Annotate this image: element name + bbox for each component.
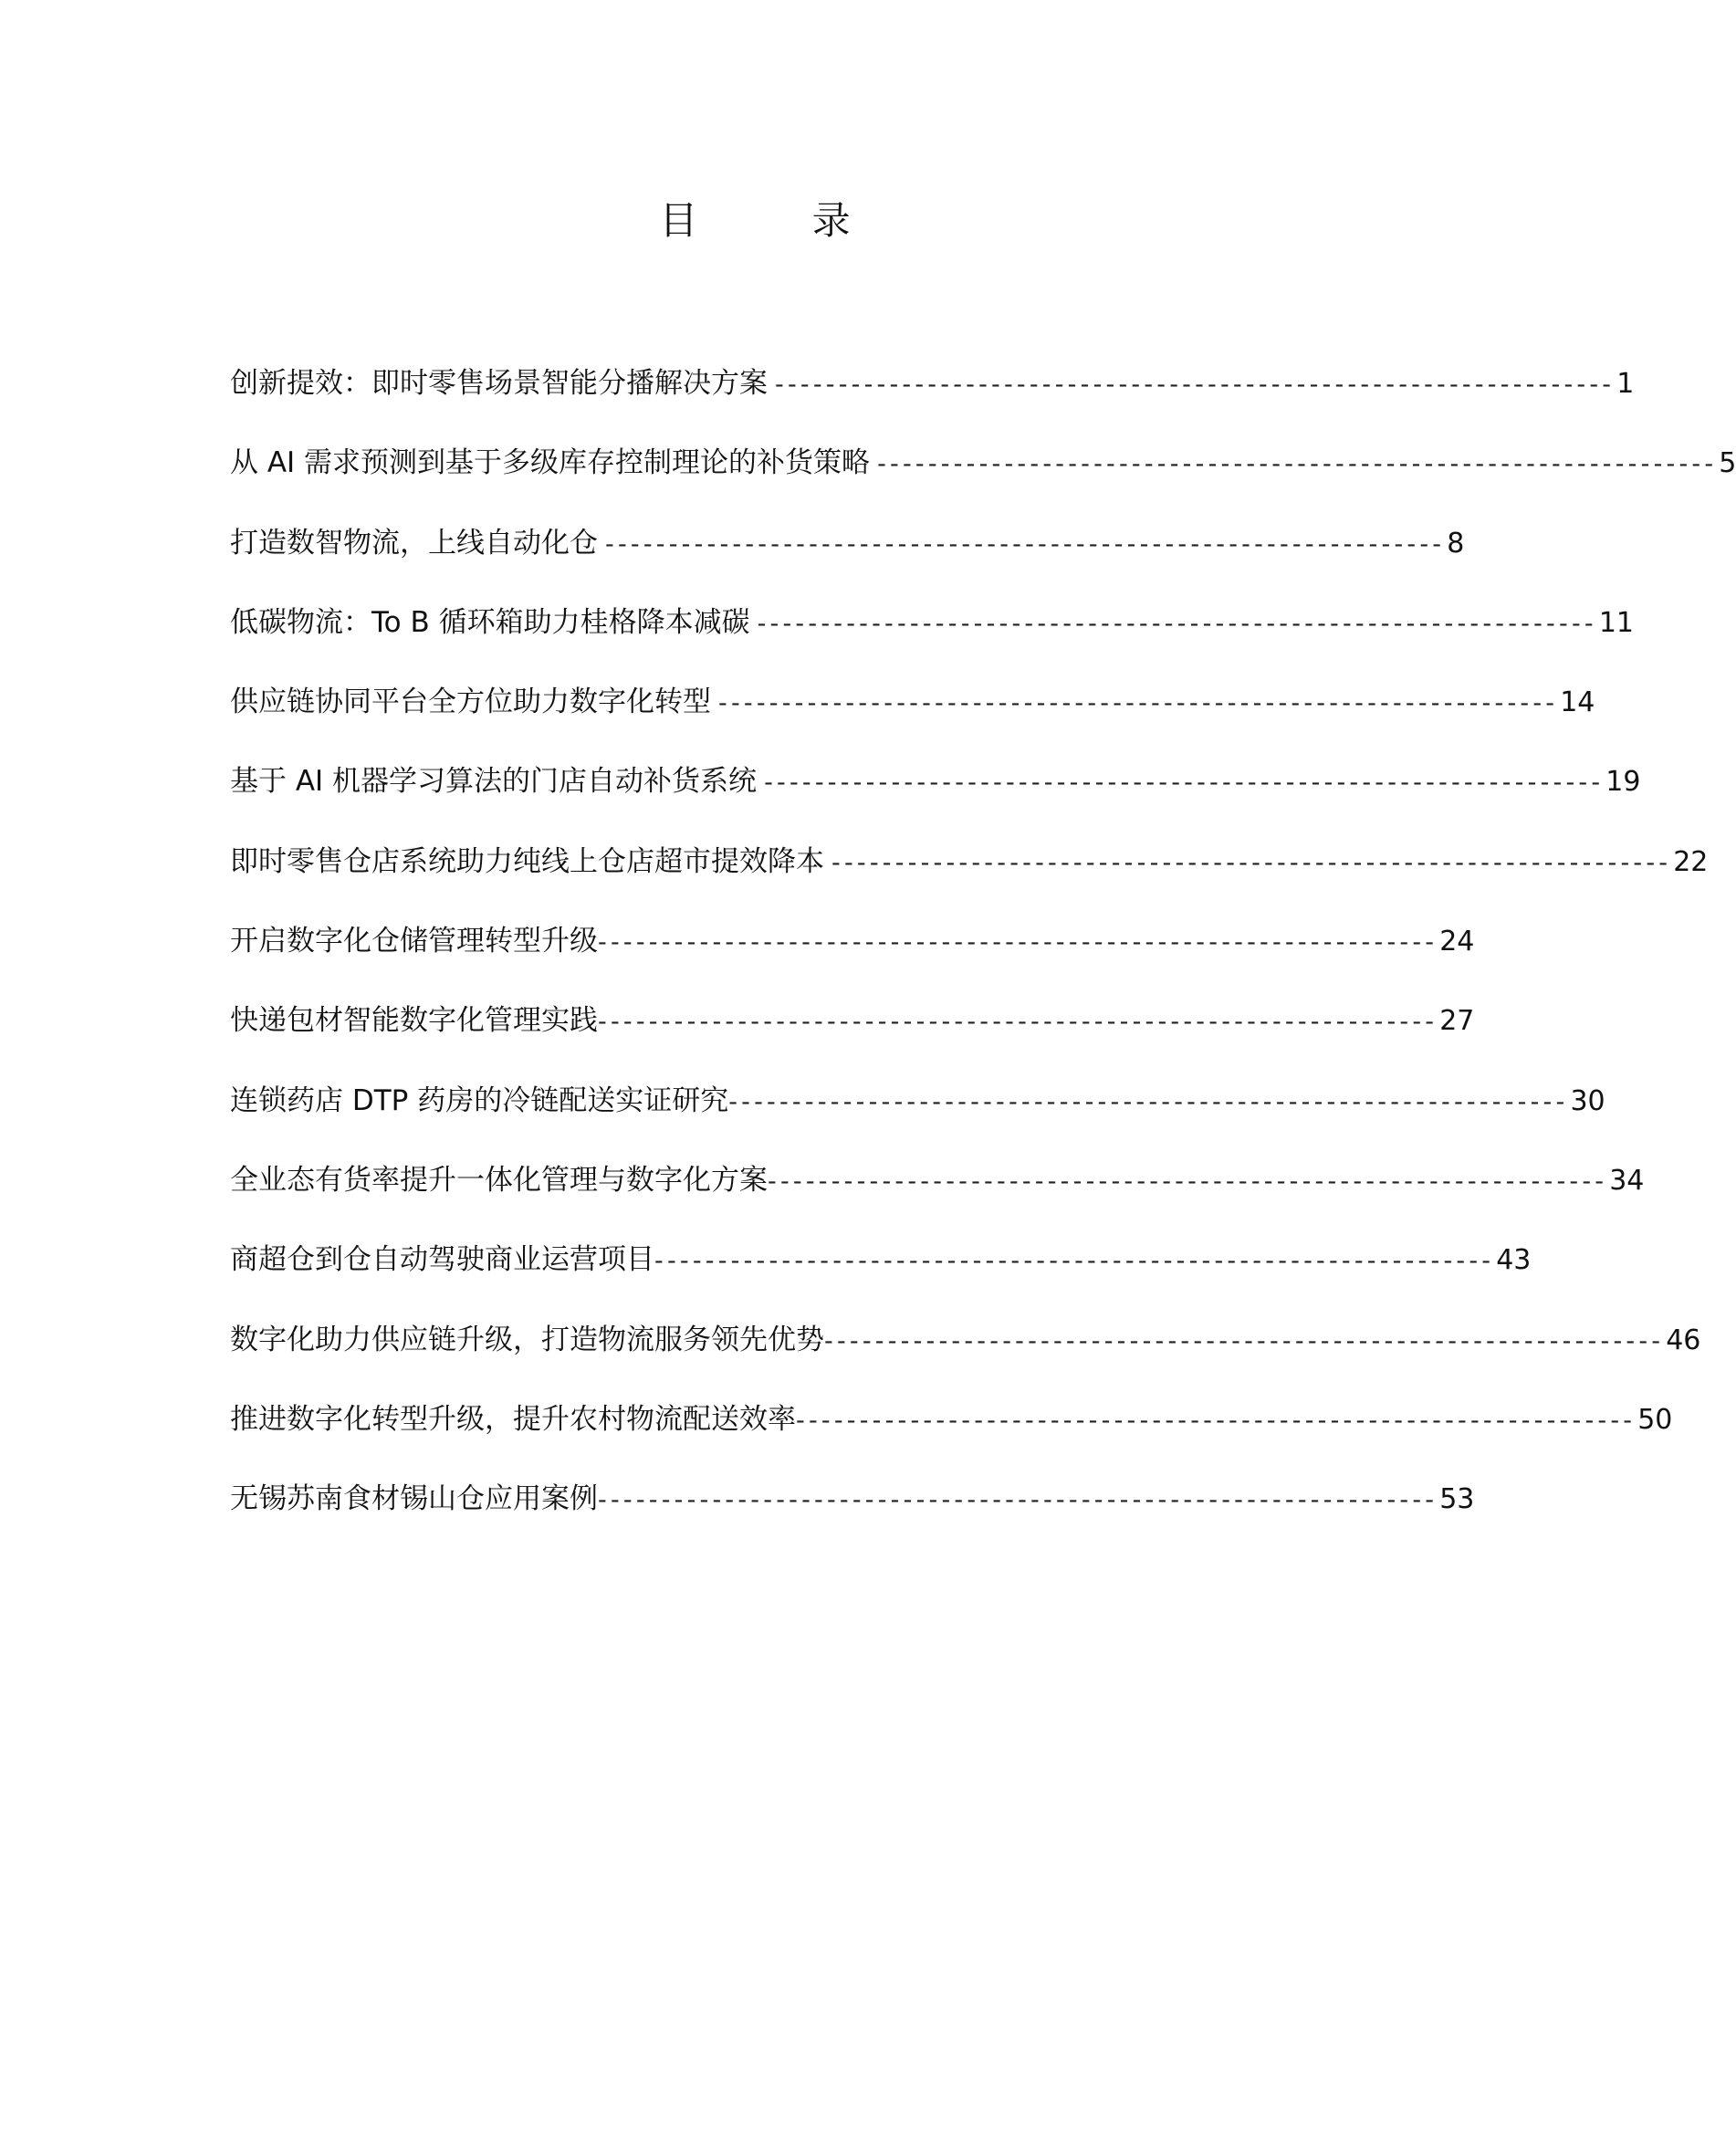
toc-leader-dots: ------------------------------------------------------------------ [796, 1406, 1637, 1435]
toc-leader-dots: ------------------------------------------------------------------ [768, 1167, 1608, 1196]
toc-entry-page-number: 27 [1439, 1005, 1475, 1038]
toc-entry-page-number: 22 [1673, 845, 1709, 878]
toc-entry-title: 连锁药店 DTP 药房的冷链配送实证研究 [230, 1083, 729, 1117]
toc-entry[interactable] [230, 995, 1475, 1074]
toc-entry[interactable] [230, 1314, 1701, 1394]
toc-leader-dots: ------------------------------------------------------------------ [728, 1087, 1569, 1116]
toc-leader-dots: ------------------------------------------------------------------ [831, 848, 1672, 877]
toc-entry[interactable] [230, 676, 1595, 756]
toc-leader-dots: ------------------------------------------------------------------ [824, 1326, 1665, 1355]
toc-entry[interactable] [230, 836, 1709, 916]
toc-entry-page-number: 30 [1570, 1084, 1605, 1117]
toc-entry[interactable] [230, 1155, 1645, 1234]
toc-entry[interactable] [230, 1075, 1605, 1155]
toc-entry-title: 数字化助力供应链升级，打造物流服务领先优势 [230, 1323, 824, 1356]
toc-entry[interactable] [230, 916, 1475, 995]
toc-leader-dots: ------------------------------------------------------------------ [757, 609, 1597, 638]
toc-entry-title: 供应链协同平台全方位助力数字化转型 [230, 686, 711, 719]
toc-leader-dots: ------------------------------------------------------------------ [775, 371, 1616, 399]
toc-leader-dots: ------------------------------------------------------------------ [598, 1486, 1438, 1515]
toc-leader-dots: ------------------------------------------------------------------ [654, 1247, 1495, 1276]
toc-entry-title: 全业态有货率提升一体化管理与数字化方案 [230, 1163, 768, 1197]
toc-entry-page-number: 50 [1637, 1403, 1673, 1436]
toc-entry[interactable] [230, 756, 1641, 835]
toc-entry-page-number: 24 [1439, 926, 1475, 958]
toc-entry-title: 开启数字化仓储管理转型升级 [230, 925, 598, 958]
toc-entry[interactable] [230, 1394, 1673, 1473]
toc-entry-page-number: 46 [1666, 1324, 1701, 1356]
toc-entry-page-number: 1 [1616, 368, 1635, 400]
toc-entry-page-number: 8 [1447, 527, 1465, 560]
toc-leader-dots: ------------------------------------------------------------------ [718, 689, 1559, 718]
toc-entry-title: 创新提效：即时零售场景智能分播解决方案 [230, 367, 768, 400]
toc-entry[interactable] [230, 437, 1736, 517]
toc-title: 目 录 [659, 198, 902, 243]
toc-entry-page-number: 43 [1496, 1244, 1532, 1277]
toc-entry[interactable] [230, 597, 1635, 676]
toc-entry-page-number: 14 [1560, 686, 1595, 719]
toc-entry-title: 即时零售仓店系统助力纯线上仓店超市提效降本 [230, 844, 824, 878]
toc-entry-page-number: 19 [1605, 766, 1641, 799]
toc-leader-dots: ------------------------------------------------------------------ [764, 769, 1605, 798]
toc-entry-title: 打造数智物流，上线自动化仓 [230, 526, 598, 560]
toc-entry-page-number: 34 [1609, 1164, 1645, 1197]
toc-entry-page-number: 5 [1719, 447, 1736, 480]
toc-entry[interactable] [230, 1234, 1532, 1313]
toc-entry[interactable] [230, 1473, 1475, 1553]
toc-entry-title: 从 AI 需求预测到基于多级库存控制理论的补货策略 [230, 446, 871, 480]
toc-entry[interactable] [230, 358, 1635, 437]
toc-entry-page-number: 11 [1598, 606, 1635, 639]
toc-leader-dots: ------------------------------------------------------------------ [605, 529, 1446, 559]
toc-entry-title: 基于 AI 机器学习算法的门店自动补货系统 [230, 765, 758, 799]
toc-entry-page-number: 53 [1439, 1483, 1475, 1516]
toc-leader-dots: ------------------------------------------------------------------ [877, 450, 1718, 479]
toc-leader-dots: ------------------------------------------------------------------ [598, 928, 1438, 958]
toc-leader-dots: ------------------------------------------------------------------ [598, 1008, 1438, 1037]
toc-list [230, 358, 1736, 1553]
toc-entry-title: 无锡苏南食材锡山仓应用案例 [230, 1482, 598, 1516]
toc-entry-title: 商超仓到仓自动驾驶商业运营项目 [230, 1243, 654, 1277]
toc-entry[interactable] [230, 518, 1465, 597]
toc-entry-title: 低碳物流：To B 循环箱助力桂格降本减碳 [230, 605, 750, 639]
toc-entry-title: 推进数字化转型升级，提升农村物流配送效率 [230, 1402, 796, 1436]
toc-entry-title: 快递包材智能数字化管理实践 [230, 1004, 598, 1038]
